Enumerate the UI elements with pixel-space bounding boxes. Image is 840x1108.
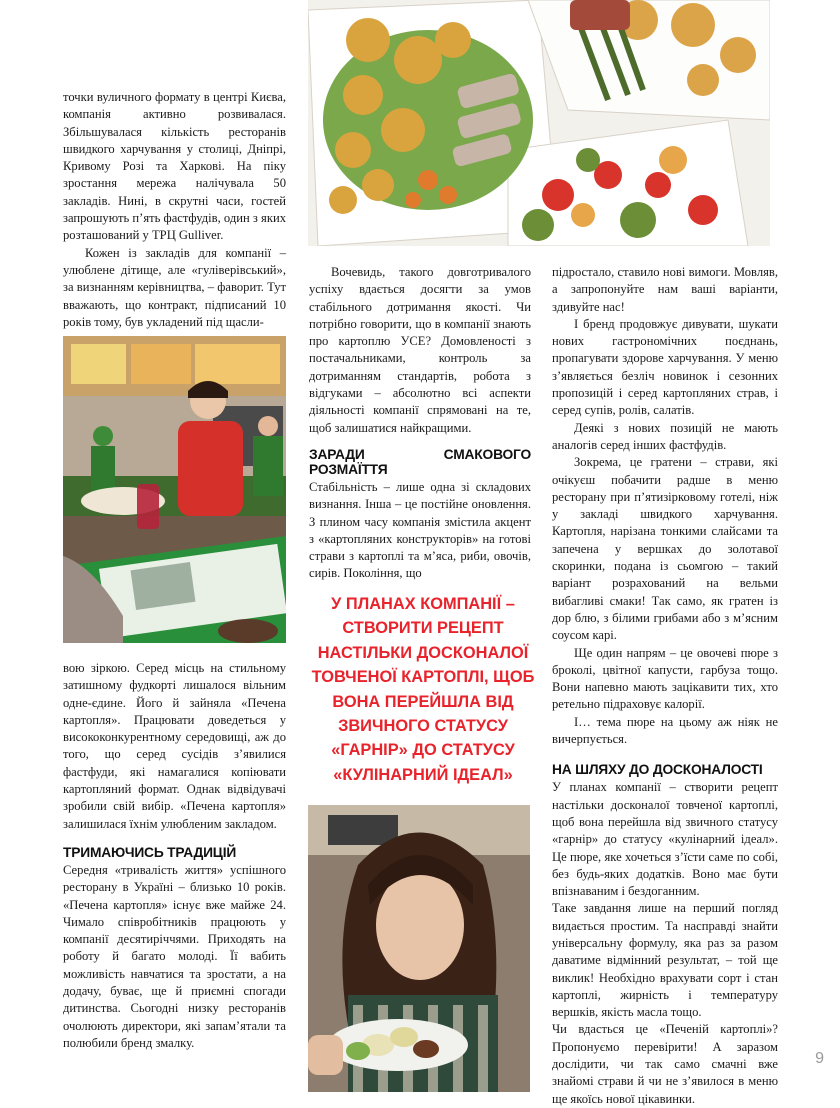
- paragraph: Зокрема, це гратени – страви, які очікуєш побачити радше в меню ресторану при п’ятизірковому готелі, ніж у закладі швидкого харчування. Картопля, нарізана тонкими слайсами та запечена у вершках до золотавої скоринки, подана із сьомгою – такий варіант розрахований на вельми вибагливі смаки! Так само, як гратен із дор блю, з білими грибами або з м’ясним соусом карі.: [552, 455, 778, 643]
- column-1-top: [63, 89, 286, 331]
- paragraph: Чи вдасться це «Печеній картоплі»? Пропонуємо перевірити! А заразом дослідити, чи так само смачні вже знайомі страви й чи не з’явилося в меню ще якоїсь нової цікавинки.: [552, 1022, 778, 1106]
- paragraph: І бренд продовжує дивувати, шукати нових гастрономічних поєднань, пропагувати здорове харчування. У меню з’являється безліч новинок і сезонних пропозицій і серед картопляних страв, і серед супів, ролів, салатів.: [552, 316, 778, 418]
- photo-girl-with-plate: [308, 805, 530, 1092]
- paragraph: Таке завдання лише на перший погляд видається простим. Та насправді знайти універсальну формулу, яка раз за разом даватиме відмінний результат, – той ще виклик! Необхідно врахувати сорт і стан картоплі, жирність і температуру вершків, якість масла тощо.: [552, 901, 778, 1020]
- section-heading: ЗАРАДИ СМАКОВОГО РОЗМАЇТТЯ: [309, 446, 531, 477]
- column-3: [552, 264, 778, 1108]
- section-heading: ТРИМАЮЧИСЬ ТРАДИЦІЙ: [63, 844, 237, 860]
- paragraph: підростало, ставило нові вимоги. Мовляв, а запропонуйте нам ваші варіанти, здивуйте нас!: [552, 265, 778, 314]
- paragraph: вою зіркою. Серед місць на стильному затишному фудкорті лишалося вільним одне-єдине. Його й зайняла «Печена картопля». Працювати доведеться у висококонкурентному середовищі, аж до того, що серед сусідів з’явилися фастфуди, які намагалися копіювати картопляний формат. Однак відвідувачі зробили свій вибір. «Печена картопля» залишилася їхнім улюбленим закладом.: [63, 661, 286, 831]
- page-number: 9: [815, 1050, 824, 1067]
- column-2-top: [309, 264, 531, 583]
- paragraph: Середня «тривалість життя» успішного ресторану в Україні – близько 10 років. «Печена картопля» існує вже майже 24. Чимало співробітників працюють у компанії десятиріччями. Приходять на роботу й багато молоді. Її вабить можливість навчатися та зростати, а на додачу, буває, ще й приємні спогади дитинства. Сьогодні низку ресторанів очолюють директори, які запам’ятали та полюбили бренд змалку.: [63, 862, 286, 1050]
- paragraph: точки вуличного формату в центрі Києва, компанія активно розвивалася. Збільшувалася кількість ресторанів швидкого харчування у столиці, Дніпрі, Кривому Розі та Харкові. На піку зростання мережа налічувала 50 закладів. Нині, в скрутні часи, гостей запрошують п’ять фастфудів, один з яких розташований у ТРЦ Gulliver.: [63, 90, 286, 243]
- paragraph: Кожен із закладів для компанії – улюблене дітище, але «гуліверівський», за визнанням керівництва, – фаворит. Тут вважають, що контракт, підписаний 10 років тому, був укладений під щасли-: [63, 245, 286, 329]
- photo-restaurant-counter: [63, 336, 286, 643]
- pull-quote: У ПЛАНАХ КОМПАНІЇ – СТВОРИТИ РЕЦЕПТ НАСТІЛЬКИ ДОСКОНАЛОЇ ТОВЧЕНОЇ КАРТОПЛІ, ЩОБ ВОНА ПЕРЕЙШЛА ВІД ЗВИЧНОГО СТАТУСУ «ГАРНІР» ДО СТАТУСУ «КУЛІНАРНИЙ ІДЕАЛ»: [311, 595, 535, 784]
- paragraph: Вочевидь, такого довготривалого успіху вдається досягти за умов стабільного дотримання якості. Чи потрібно говорити, що в компанії знають про картоплю УСЕ? Домовленості з постачальниками, контроль за дотриманням стандартів, робота з відгуками – абсолютно всі аспекти діяльності компанії спрямовані на те, щоб залишатися найкращими.: [309, 265, 531, 435]
- paragraph: Ще один напрям – це овочеві пюре з броколі, цвітної капусти, гарбуза тощо. Вони напевно мають зацікавити тих, хто ретельно підраховує калорії.: [552, 645, 778, 712]
- section-heading: НА ШЛЯХУ ДО ДОСКОНАЛОСТІ: [552, 762, 763, 778]
- photo-food-trays: [308, 0, 770, 246]
- paragraph: У планах компанії – створити рецепт настільки досконалої товченої картоплі, щоб вона перейшла від звичного статусу «гарнір» до статусу «кулінарний ідеал». Це пюре, яке хочеться з’їсти саме по собі, без будь-яких додатків. Воно має бути впізнаваним і бездоганним.: [552, 780, 778, 899]
- column-1-bottom: [63, 660, 286, 1052]
- paragraph: І… тема пюре на цьому аж ніяк не вичерпується.: [552, 714, 778, 747]
- paragraph: Деякі з нових позицій не мають аналогів серед інших фастфудів.: [552, 420, 778, 452]
- paragraph: Стабільність – лише одна зі складових визнання. Інша – це постійне оновлення. З плином часу компанія змістила акцент з «картопляних конструкторів» на готові страви з картоплі та м’яса, риби, овочів, сирів. Покоління, що: [309, 479, 531, 581]
